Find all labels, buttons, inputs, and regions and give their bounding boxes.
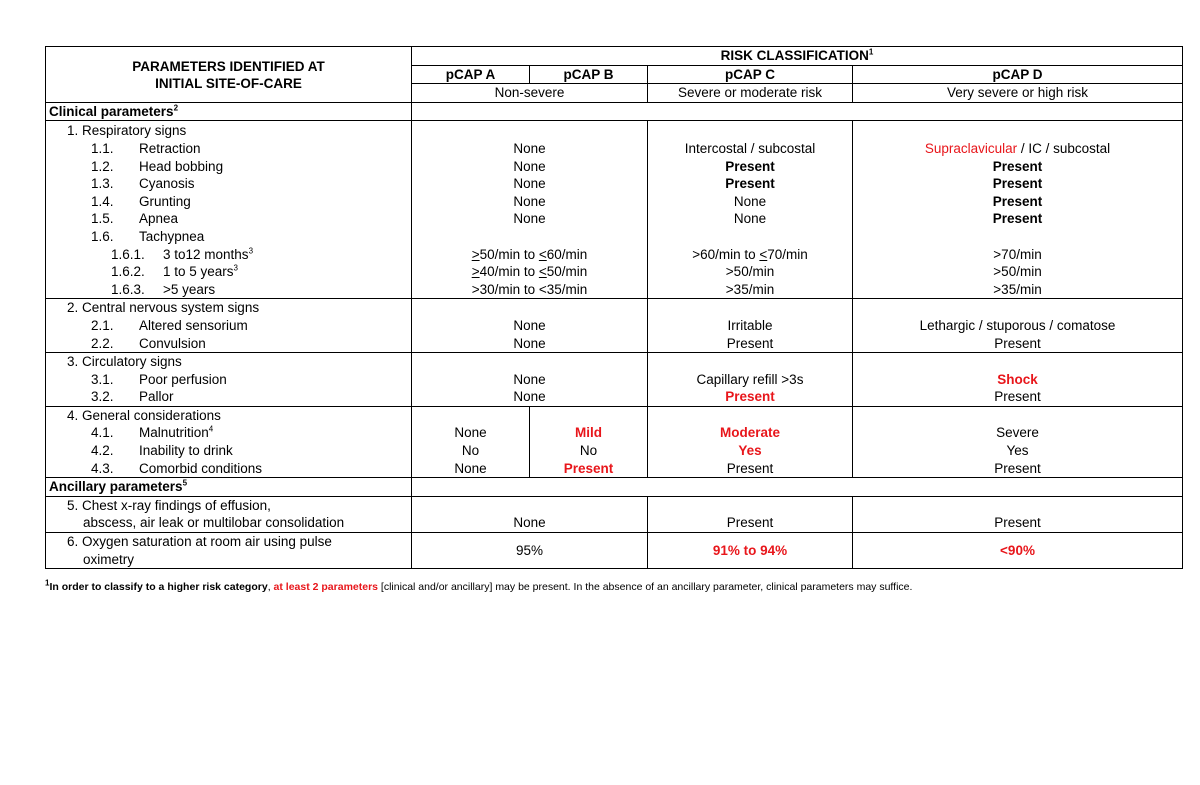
t2-text: 1 to 5 years bbox=[163, 264, 234, 280]
t3-c: >35/min bbox=[725, 281, 775, 297]
t3-text: >5 years bbox=[163, 281, 216, 297]
perfusion-ab: None bbox=[513, 371, 546, 387]
pallor-label bbox=[49, 388, 408, 406]
comorbid-label bbox=[49, 460, 408, 478]
chest-xray-c-value: Present bbox=[726, 515, 774, 531]
clinical-parameters-heading bbox=[46, 102, 412, 121]
chest-xray-d bbox=[853, 496, 1183, 532]
altered-text: Altered sensorium bbox=[139, 317, 248, 333]
spacer bbox=[415, 299, 644, 317]
comorbid-num: 4.3. bbox=[91, 460, 114, 476]
circulatory-block bbox=[46, 353, 1183, 407]
cns-c-values bbox=[648, 299, 853, 353]
col-pcap-a-header: pCAP A bbox=[412, 65, 530, 84]
comorbid-d: Present bbox=[994, 460, 1041, 476]
spacer bbox=[856, 299, 1179, 317]
footnote-bold: In order to classify to a higher risk category bbox=[49, 581, 268, 593]
chest-xray-d-value: Present bbox=[994, 515, 1041, 531]
t1-ab-4: 60/min bbox=[546, 246, 588, 262]
spacer bbox=[651, 353, 849, 371]
apnea-d: Present bbox=[992, 211, 1043, 227]
general-block bbox=[46, 406, 1183, 477]
oxygen-saturation-row bbox=[46, 533, 1183, 569]
comorbid-text: Comorbid conditions bbox=[139, 460, 263, 476]
cyanosis-d: Present bbox=[992, 176, 1043, 192]
sub-non-severe: Non-severe bbox=[412, 84, 648, 103]
ancillary-parameters-heading bbox=[46, 478, 412, 497]
perfusion-d: Shock bbox=[997, 371, 1038, 387]
apnea-label bbox=[49, 210, 408, 228]
malnutrition-sup: 4 bbox=[208, 424, 214, 434]
t3-d: >35/min bbox=[993, 281, 1042, 297]
altered-ab: None bbox=[513, 317, 546, 333]
spacer bbox=[415, 122, 644, 140]
head-bobbing-c: Present bbox=[725, 158, 775, 174]
malnutrition-label bbox=[49, 424, 408, 442]
cns-ab-values bbox=[412, 299, 648, 353]
pallor-text: Pallor bbox=[139, 389, 174, 405]
apnea-ab: None bbox=[513, 211, 546, 227]
head-bobbing-num: 1.2. bbox=[91, 158, 114, 174]
footnote-rest: [clinical and/or ancillary] may be present. In the absence of an ancillary parameter, clinical parameters may suffice. bbox=[378, 581, 913, 593]
t2-ab-1: > bbox=[471, 264, 480, 280]
grunting-d: Present bbox=[992, 193, 1043, 209]
spacer bbox=[651, 228, 849, 246]
spacer bbox=[856, 407, 1179, 425]
convulsion-ab: None bbox=[513, 335, 546, 351]
spacer bbox=[651, 299, 849, 317]
chest-xray-label bbox=[46, 496, 412, 532]
general-title: 4. General considerations bbox=[67, 407, 221, 423]
spacer bbox=[856, 122, 1179, 140]
chest-xray-c bbox=[648, 496, 853, 532]
t2-d: >50/min bbox=[993, 264, 1042, 280]
footnote-red: at least 2 parameters bbox=[273, 581, 379, 593]
oxygen-line-2: oximetry bbox=[83, 551, 135, 567]
spacer bbox=[415, 353, 644, 371]
oxygen-d: <90% bbox=[853, 533, 1183, 569]
col-pcap-b-header: pCAP B bbox=[530, 65, 648, 84]
t1-num: 1.6.1. bbox=[111, 246, 145, 262]
t1-text: 3 to12 months bbox=[163, 246, 249, 262]
oxygen-line-1: 6. Oxygen saturation at room air using pulse bbox=[67, 534, 332, 550]
grunting-num: 1.4. bbox=[91, 193, 114, 209]
perfusion-c: Capillary refill >3s bbox=[696, 371, 804, 387]
ancillary-parameters-sup: 5 bbox=[182, 478, 188, 488]
respiratory-block bbox=[46, 121, 1183, 299]
malnutrition-b: Mild bbox=[575, 425, 602, 441]
header-row-1 bbox=[46, 47, 1183, 66]
oxygen-ab: 95% bbox=[412, 533, 648, 569]
drink-num: 4.2. bbox=[91, 443, 114, 459]
t2-num: 1.6.2. bbox=[111, 264, 145, 280]
t2-ab-4: 50/min bbox=[546, 264, 588, 280]
grunting-ab: None bbox=[513, 193, 546, 209]
altered-c: Irritable bbox=[727, 317, 773, 333]
retraction-c: Intercostal / subcostal bbox=[684, 140, 816, 156]
tachypnea-num: 1.6. bbox=[91, 228, 114, 244]
cns-block bbox=[46, 299, 1183, 353]
spacer bbox=[651, 497, 849, 515]
cns-d-values bbox=[853, 299, 1183, 353]
cyanosis-ab: None bbox=[513, 176, 546, 192]
retraction-d-rest: / IC / subcostal bbox=[1017, 140, 1111, 156]
spacer bbox=[415, 228, 644, 246]
t1-ab-1: > bbox=[471, 246, 480, 262]
col-pcap-c-header: pCAP C bbox=[648, 65, 853, 84]
spacer bbox=[856, 353, 1179, 371]
apnea-c: None bbox=[733, 211, 767, 227]
malnutrition-c: Moderate bbox=[719, 425, 780, 441]
retraction-text: Retraction bbox=[139, 140, 201, 156]
oxygen-saturation-label bbox=[46, 533, 412, 569]
apnea-text: Apnea bbox=[139, 211, 179, 227]
retraction-ab: None bbox=[513, 140, 546, 156]
t2-ab-2: 40/min to bbox=[479, 264, 539, 280]
respiratory-labels bbox=[46, 121, 412, 299]
respiratory-c-values bbox=[648, 121, 853, 299]
chest-xray-line-1: 5. Chest x-ray findings of effusion, bbox=[67, 497, 271, 513]
ancillary-parameters-row bbox=[46, 478, 1183, 497]
cyanosis-label bbox=[49, 175, 408, 193]
footnote-comma: , bbox=[267, 581, 274, 593]
spacer bbox=[651, 407, 849, 425]
malnutrition-num: 4.1. bbox=[91, 425, 114, 441]
altered-d: Lethargic / stuporous / comatose bbox=[919, 317, 1116, 333]
malnutrition-a: None bbox=[454, 425, 487, 441]
spacer bbox=[415, 497, 644, 515]
drink-d: Yes bbox=[1006, 443, 1029, 459]
drink-c: Yes bbox=[738, 443, 762, 459]
t1-d: >70/min bbox=[993, 246, 1042, 262]
inability-to-drink-label bbox=[49, 442, 408, 460]
risk-classification-title: RISK CLASSIFICATION bbox=[720, 48, 869, 63]
t2-c: >50/min bbox=[725, 264, 775, 280]
grunting-c: None bbox=[733, 193, 767, 209]
clinical-parameters-blank bbox=[412, 102, 1183, 121]
retraction-d bbox=[856, 140, 1179, 158]
convulsion-text: Convulsion bbox=[139, 335, 206, 351]
tachypnea-over-5-years-label bbox=[49, 281, 408, 299]
retraction-num: 1.1. bbox=[91, 140, 114, 156]
drink-text: Inability to drink bbox=[139, 443, 233, 459]
general-c-values bbox=[648, 406, 853, 477]
respiratory-title: 1. Respiratory signs bbox=[67, 123, 187, 139]
chest-xray-ab-value: None bbox=[513, 515, 546, 531]
convulsion-c: Present bbox=[726, 335, 774, 351]
spacer bbox=[415, 407, 526, 425]
altered-sensorium-label bbox=[49, 317, 408, 335]
head-bobbing-ab: None bbox=[513, 158, 546, 174]
general-d-values bbox=[853, 406, 1183, 477]
pallor-d: Present bbox=[994, 389, 1041, 405]
pallor-num: 3.2. bbox=[91, 389, 114, 405]
chest-xray-ab bbox=[412, 496, 648, 532]
comorbid-b: Present bbox=[563, 460, 614, 476]
convulsion-d: Present bbox=[994, 335, 1041, 351]
grunting-label bbox=[49, 193, 408, 211]
footnote bbox=[45, 578, 1185, 593]
tachypnea-3-12-months-label bbox=[49, 246, 408, 264]
t3-ab: >30/min to <35/min bbox=[471, 281, 588, 297]
clinical-parameters-sup: 2 bbox=[173, 103, 179, 113]
spacer bbox=[856, 497, 1179, 515]
ancillary-parameters-blank bbox=[412, 478, 1183, 497]
convulsion-label bbox=[49, 335, 408, 353]
poor-perfusion-label bbox=[49, 371, 408, 389]
general-a-values bbox=[412, 406, 530, 477]
cns-title: 2. Central nervous system signs bbox=[67, 300, 260, 316]
head-bobbing-text: Head bobbing bbox=[139, 158, 224, 174]
parameters-header bbox=[46, 47, 412, 103]
t1-c-2: < bbox=[759, 246, 768, 262]
col-pcap-d-header: pCAP D bbox=[853, 65, 1183, 84]
t1-ab-3: < bbox=[538, 246, 547, 262]
general-b-values bbox=[530, 406, 648, 477]
comorbid-a: None bbox=[454, 460, 487, 476]
t2-ab-3: < bbox=[538, 264, 547, 280]
pcap-classification-table bbox=[45, 46, 1183, 569]
t1-c-1: >60/min to bbox=[692, 246, 760, 262]
t3-num: 1.6.3. bbox=[111, 281, 145, 297]
clinical-parameters-title: Clinical parameters bbox=[49, 103, 174, 119]
circulatory-c-values bbox=[648, 353, 853, 407]
drink-a: No bbox=[461, 443, 480, 459]
t2-sup: 3 bbox=[233, 263, 238, 273]
cyanosis-text: Cyanosis bbox=[139, 176, 195, 192]
ancillary-parameters-title: Ancillary parameters bbox=[49, 479, 183, 495]
retraction-d-red: Supraclavicular bbox=[924, 140, 1018, 156]
circulatory-ab-values bbox=[412, 353, 648, 407]
risk-classification-sup: 1 bbox=[868, 47, 874, 57]
cyanosis-num: 1.3. bbox=[91, 176, 114, 192]
oxygen-c: 91% to 94% bbox=[648, 533, 853, 569]
sub-very-severe: Very severe or high risk bbox=[853, 84, 1183, 103]
t1-ab bbox=[415, 246, 644, 264]
tachypnea-label bbox=[49, 228, 408, 246]
head-bobbing-label bbox=[49, 158, 408, 176]
retraction-label bbox=[49, 140, 408, 158]
clinical-parameters-row bbox=[46, 102, 1183, 121]
grunting-text: Grunting bbox=[139, 193, 191, 209]
perfusion-text: Poor perfusion bbox=[139, 371, 227, 387]
head-bobbing-d: Present bbox=[992, 158, 1043, 174]
circulatory-labels bbox=[46, 353, 412, 407]
respiratory-ab-values bbox=[412, 121, 648, 299]
pallor-c: Present bbox=[725, 389, 775, 405]
footnote-sup: 1 bbox=[45, 578, 50, 588]
perfusion-num: 3.1. bbox=[91, 371, 114, 387]
cyanosis-c: Present bbox=[725, 176, 775, 192]
sub-severe-moderate: Severe or moderate risk bbox=[648, 84, 853, 103]
altered-num: 2.1. bbox=[91, 317, 114, 333]
chest-xray-line-2: abscess, air leak or multilobar consolidation bbox=[83, 515, 345, 531]
circulatory-title: 3. Circulatory signs bbox=[67, 354, 182, 370]
respiratory-d-values bbox=[853, 121, 1183, 299]
general-labels bbox=[46, 406, 412, 477]
risk-classification-header bbox=[412, 47, 1183, 66]
t1-c bbox=[651, 246, 849, 264]
tachypnea-1-5-years-label bbox=[49, 263, 408, 281]
chest-xray-row bbox=[46, 496, 1183, 532]
pallor-ab: None bbox=[513, 389, 546, 405]
cns-labels bbox=[46, 299, 412, 353]
comorbid-c: Present bbox=[726, 460, 774, 476]
malnutrition-text: Malnutrition bbox=[139, 425, 209, 441]
parameters-header-line-2: INITIAL SITE-OF-CARE bbox=[155, 76, 302, 92]
convulsion-num: 2.2. bbox=[91, 335, 114, 351]
circulatory-d-values bbox=[853, 353, 1183, 407]
t2-ab bbox=[415, 263, 644, 281]
t1-c-3: 70/min bbox=[767, 246, 808, 262]
spacer bbox=[856, 228, 1179, 246]
parameters-header-line-1: PARAMETERS IDENTIFIED AT bbox=[132, 58, 325, 74]
apnea-num: 1.5. bbox=[91, 211, 114, 227]
tachypnea-text: Tachypnea bbox=[139, 228, 205, 244]
drink-b: No bbox=[579, 443, 598, 459]
malnutrition-d: Severe bbox=[996, 425, 1039, 441]
spacer bbox=[651, 122, 849, 140]
t1-sup: 3 bbox=[248, 246, 254, 256]
spacer bbox=[533, 407, 644, 425]
t1-ab-2: 50/min to bbox=[479, 246, 539, 262]
